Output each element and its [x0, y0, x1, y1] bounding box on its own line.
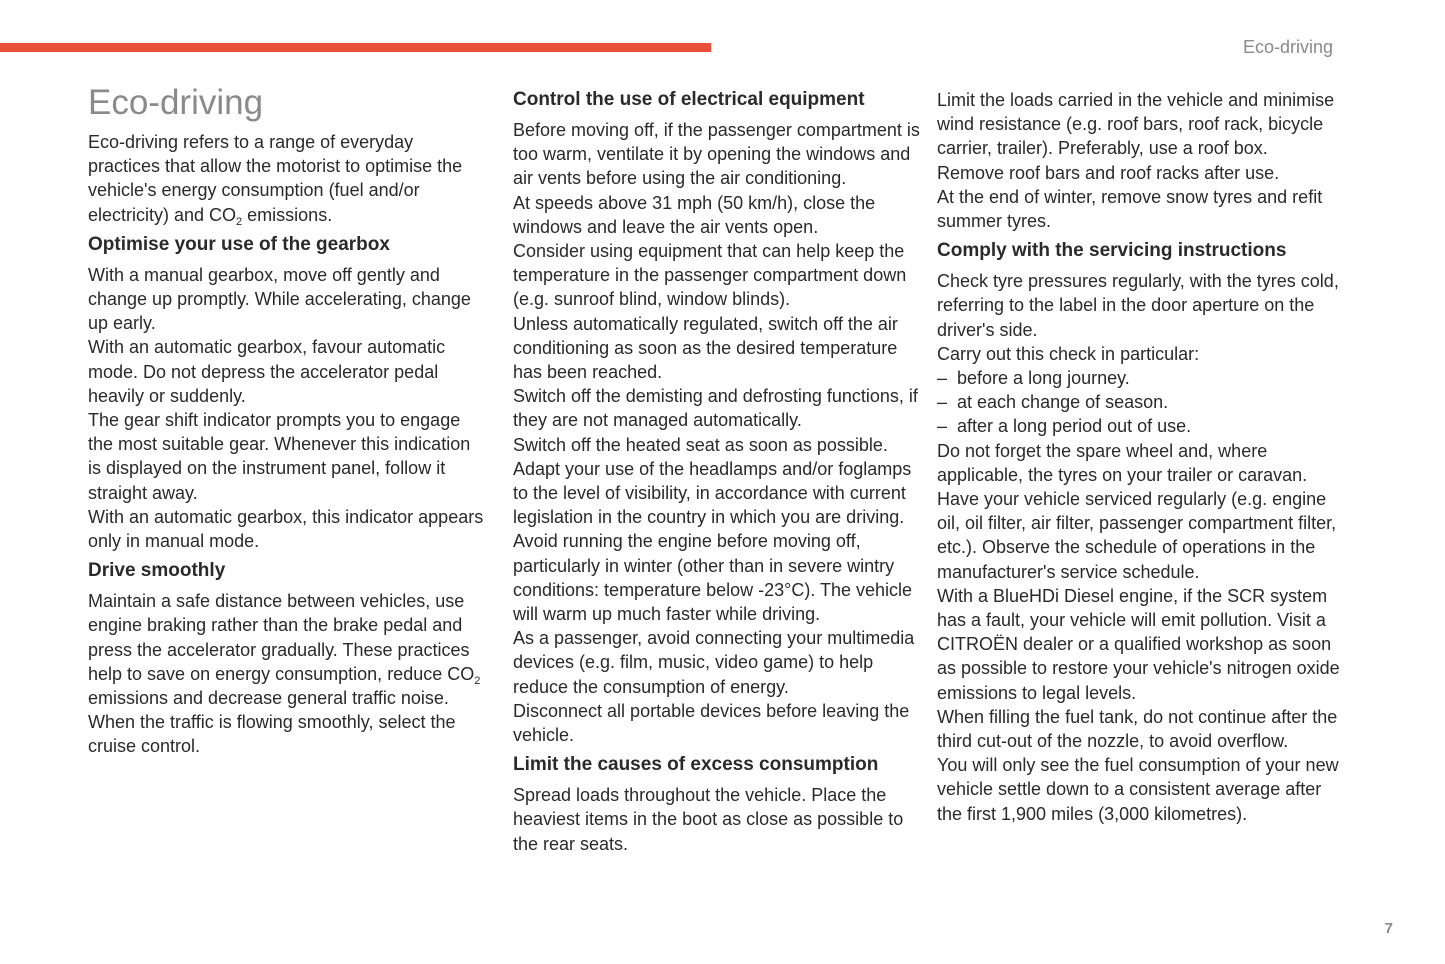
page-number: 7	[1384, 920, 1393, 937]
list-item: – after a long period out of use.	[937, 414, 1347, 438]
gearbox-paragraph: With an automatic gearbox, this indicator appears only in manual mode.	[88, 506, 484, 552]
smooth-paragraph: When the traffic is flowing smoothly, select the cruise control.	[88, 712, 456, 757]
electrical-body	[513, 118, 923, 747]
servicing-body	[937, 269, 1347, 826]
intro-text-end: emissions.	[242, 204, 333, 225]
electrical-paragraph: Unless automatically regulated, switch off the air conditioning as soon as the desired temperature has been reached.	[513, 313, 898, 383]
servicing-paragraph: Do not forget the spare wheel and, where applicable, the tyres on your trailer or caravan.	[937, 440, 1308, 485]
electrical-paragraph: Adapt your use of the headlamps and/or foglamps to the level of visibility, in accordance with current legislation in the country in which you are driving.	[513, 458, 912, 528]
smooth-subscript: 2	[474, 674, 481, 687]
column-1	[88, 82, 488, 759]
gearbox-body	[88, 263, 488, 553]
running-header: Eco-driving	[1242, 37, 1333, 57]
servicing-paragraph: Have your vehicle serviced regularly (e.g. engine oil, oil filter, air filter, passenger compartment filter, etc.). Observe the schedule of operations in the manufacturer's service schedule.	[937, 489, 1337, 582]
smooth-body	[88, 589, 488, 758]
column-2	[513, 88, 923, 856]
servicing-paragraph: When filling the fuel tank, do not continue after the third cut-out of the nozzle, to avoid overflow.	[937, 706, 1338, 752]
excess-paragraph: Remove roof bars and roof racks after use.	[937, 162, 1280, 183]
servicing-paragraph: Check tyre pressures regularly, with the tyres cold, referring to the label in the door aperture on the driver's side.	[937, 271, 1339, 340]
page-title: Eco-driving	[88, 83, 264, 122]
electrical-paragraph: Switch off the demisting and defrosting functions, if they are not managed automatically.	[513, 386, 918, 431]
smooth-heading: Drive smoothly	[88, 560, 226, 582]
electrical-paragraph: Before moving off, if the passenger compartment is too warm, ventilate it by opening the windows and air vents before using the air conditioning.	[513, 120, 920, 189]
smooth-text-end: emissions and decrease general traffic noise.	[88, 688, 449, 709]
list-item: – at each change of season.	[937, 390, 1347, 414]
intro-paragraph	[88, 130, 488, 227]
excess-paragraph: At the end of winter, remove snow tyres and refit summer tyres.	[937, 186, 1323, 232]
electrical-paragraph: At speeds above 31 mph (50 km/h), close the windows and leave the air vents open.	[513, 192, 876, 237]
excess-paragraph: Spread loads throughout the vehicle. Place the heaviest items in the boot as close as possible to the rear seats.	[513, 785, 904, 854]
gearbox-paragraph: The gear shift indicator prompts you to engage the most suitable gear. Whenever this indication is displayed on the instrument panel, follow it straight away.	[88, 410, 471, 503]
accent-bar	[0, 43, 711, 52]
electrical-paragraph: Disconnect all portable devices before leaving the vehicle.	[513, 700, 910, 746]
intro-subscript: 2	[236, 215, 243, 228]
servicing-heading: Comply with the servicing instructions	[937, 240, 1287, 262]
gearbox-heading: Optimise your use of the gearbox	[88, 233, 390, 255]
excess-body	[513, 783, 923, 856]
electrical-heading: Control the use of electrical equipment	[513, 89, 865, 110]
electrical-paragraph: Avoid running the engine before moving off, particularly in winter (other than in severe wintry conditions: temperature below -23°C). The vehicle will warm up much faster while driving.	[513, 531, 913, 625]
gearbox-paragraph: With a manual gearbox, move off gently and change up promptly. While accelerating, change up early.	[88, 264, 471, 334]
servicing-checklist	[937, 366, 1347, 439]
smooth-paragraph	[88, 589, 488, 710]
gearbox-paragraph: With an automatic gearbox, favour automatic mode. Do not depress the accelerator pedal heavily or suddenly.	[88, 337, 446, 406]
electrical-paragraph: As a passenger, avoid connecting your multimedia devices (e.g. film, music, video game) to help reduce the consumption of energy.	[513, 628, 915, 697]
smooth-text: Maintain a safe distance between vehicles, use engine braking rather than the brake pedal and press the accelerator gradually. These practices help to save on energy consumption, reduce CO	[88, 591, 475, 684]
excess-paragraph: Limit the loads carried in the vehicle and minimise wind resistance (e.g. roof bars, roof rack, bicycle carrier, trailer). Preferably, use a roof box.	[937, 90, 1335, 159]
electrical-paragraph: Consider using equipment that can help keep the temperature in the passenger compartment down (e.g. sunroof blind, window blinds).	[513, 241, 907, 310]
excess-heading: Limit the causes of excess consumption	[513, 754, 879, 776]
intro-text: Eco-driving refers to a range of everyday practices that allow the motorist to optimise the vehicle's energy consumption (fuel and/or electricity) and CO	[88, 132, 463, 225]
servicing-paragraph: Carry out this check in particular:	[937, 343, 1200, 364]
servicing-paragraph: You will only see the fuel consumption of your new vehicle settle down to a consistent average after the first 1,900 miles (3,000 kilometres).	[937, 755, 1339, 824]
servicing-paragraph: With a BlueHDi Diesel engine, if the SCR system has a fault, your vehicle will emit pollution. Visit a CITROËN dealer or a qualified workshop as soon as possible to restore your vehicle's nitrogen oxide emissions to legal levels.	[937, 585, 1340, 703]
electrical-paragraph: Switch off the heated seat as soon as possible.	[513, 434, 888, 455]
list-item: – before a long journey.	[937, 366, 1347, 390]
excess-body-continued	[937, 88, 1347, 233]
column-3	[937, 88, 1347, 826]
